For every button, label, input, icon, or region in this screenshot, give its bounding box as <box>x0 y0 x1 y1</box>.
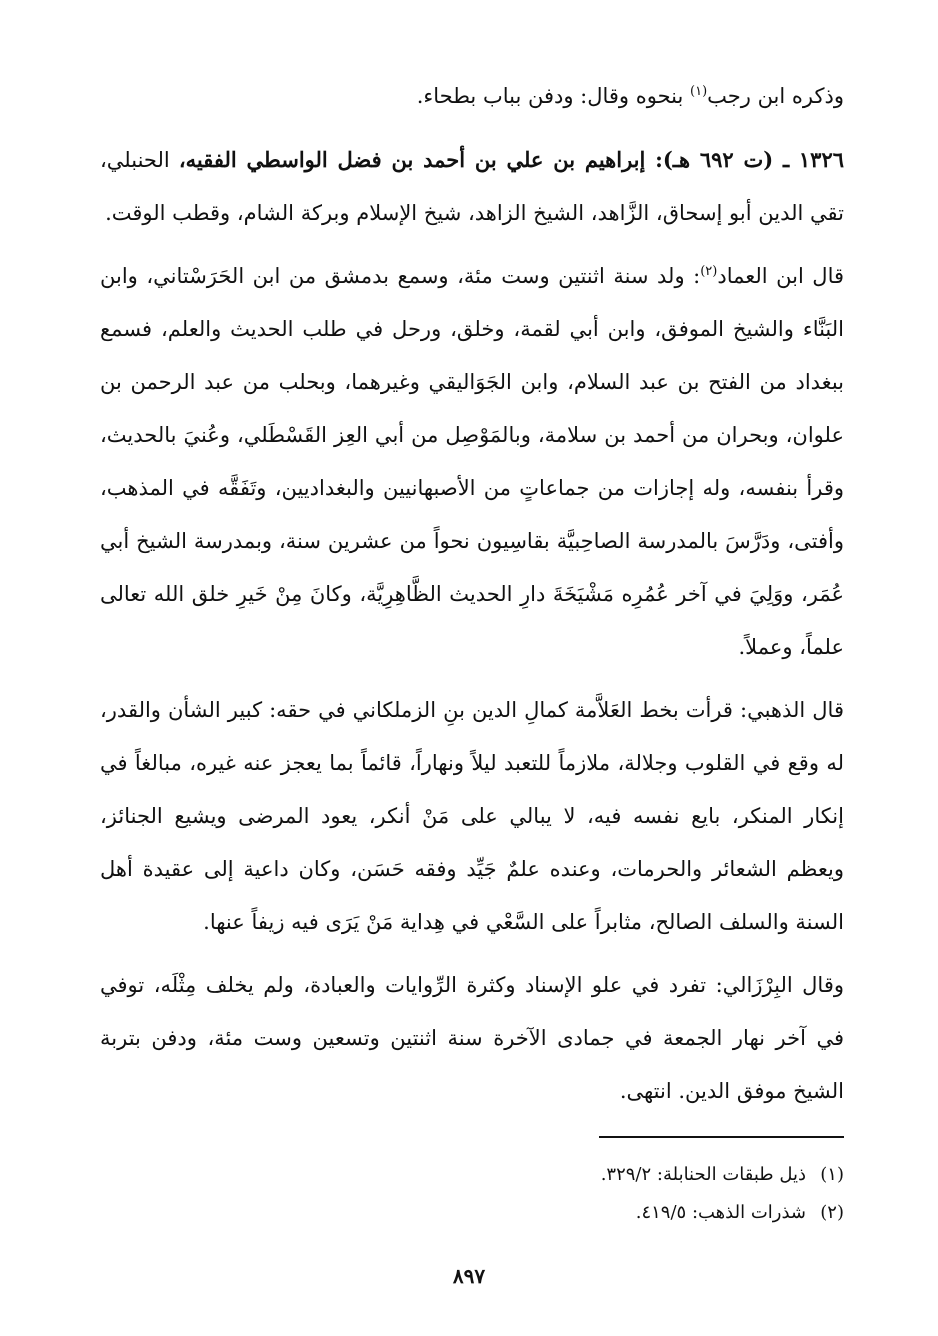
footnote-divider <box>599 1136 844 1138</box>
footnote-1-text: ذيل طبقات الحنابلة: ٣٢٩/٢. <box>600 1164 806 1185</box>
paragraph-2 <box>100 133 844 240</box>
paragraph-3 <box>100 250 844 674</box>
paragraph-4: قال الذهبي: قرأت بخط العَلاَّمة كمالِ الدين بنِ الزملكاني في حقه: كبير الشأن والقدر، له وقع في القلوب وجلالة، ملازماً للتعبد ليلاً ونهاراً، قائماً بما يعجز عنه غيره، مبالغاً في إنكار المنكر، بايع نفسه فيه، لا يبالي على مَنْ أنكر، يعود المرضى ويشيع الجنائز، ويعظم الشعائر والحرمات، وعنده علمٌ جَيِّد وفقه حَسَن، وكان داعية إلى عقيدة أهل السنة والسلف الصالح، مثابراً على السَّعْي في هِداية مَنْ يَرَى فيه زيفاً عنها. <box>100 698 844 934</box>
footnote-ref-2[interactable]: (٢) <box>700 264 718 279</box>
paragraph-5: وقال البِرْزَالي: تفرد في علو الإسناد وكثرة الرِّوايات والعبادة، ولم يخلف مِثْلَه، توفي في آخر نهار الجمعة في جمادى الآخرة سنة اثنتين وتسعين وست مئة، ودفن بتربة الشيخ موفق الدين. انتهى. <box>100 973 844 1103</box>
paragraph-2-text: الحنبلي، تقي الدين أبو إسحاق، الزَّاهد، الشيخ الزاهد، شيخ الإسلام وبركة الشام، وقطب الوقت. <box>100 148 844 225</box>
paragraph-3-text: قال ابن العماد <box>717 264 845 288</box>
paragraph-1 <box>100 70 844 123</box>
paragraph-1-text-cont: بنحوه وقال: ودفن بباب بطحاء. <box>416 84 691 108</box>
paragraph-3-text-cont: : ولد سنة اثنتين وست مئة، وسمع بدمشق من ابن الحَرَسْتاني، وابن البَنَّاء والشيخ الموفق، وابن أبي لقمة، وخلق، ورحل في طلب الحديث والعلم، فسمع ببغداد من الفتح بن عبد السلام، وابن الجَوَاليقي وغيرهما، وبحلب من عبد الرحمن بن علوان، وبحران من أحمد بن سلامة، وبالمَوْصِل من أبي العِز القَسْطَلي، وعُنيَ بالحديث، وقرأ بنفسه، وله إجازات من جماعاتٍ من الأصبهانيين والبغداديين، وتَفَقَّه في المذهب، وأفتى، ودَرَّسَ بالمدرسة الصاحِبيَّة بقاسِيون نحواً من عشرين سنة، وبمدرسة الشيخ أبي عُمَر، ووَلِيَ في آخر عُمُرِه مَشْيَخَةَ دارِ الحديث الظَّاهِرِيَّة، وكانَ مِنْ خَيرِ خلق الله تعالى علماً، وعملاً. <box>100 264 844 659</box>
footnote-2-text: شذرات الذهب: ٤١٩/٥. <box>635 1202 806 1223</box>
page-body <box>100 70 844 1118</box>
footnote-1-number: (١) <box>820 1164 844 1185</box>
entry-heading: ١٣٢٦ ـ (ت ٦٩٢ هـ): إبراهيم بن علي بن أحمد بن فضل الواسطي الفقيه، <box>178 147 845 172</box>
footnote-1 <box>100 1156 844 1194</box>
footnote-2 <box>100 1194 844 1232</box>
footnote-ref-1[interactable]: (١) <box>690 84 708 99</box>
footnotes-section <box>100 1136 844 1232</box>
paragraph-1-text: وذكره ابن رجب <box>707 84 844 108</box>
footnote-2-number: (٢) <box>820 1202 844 1223</box>
page-number: ٨٩٧ <box>452 1264 486 1288</box>
